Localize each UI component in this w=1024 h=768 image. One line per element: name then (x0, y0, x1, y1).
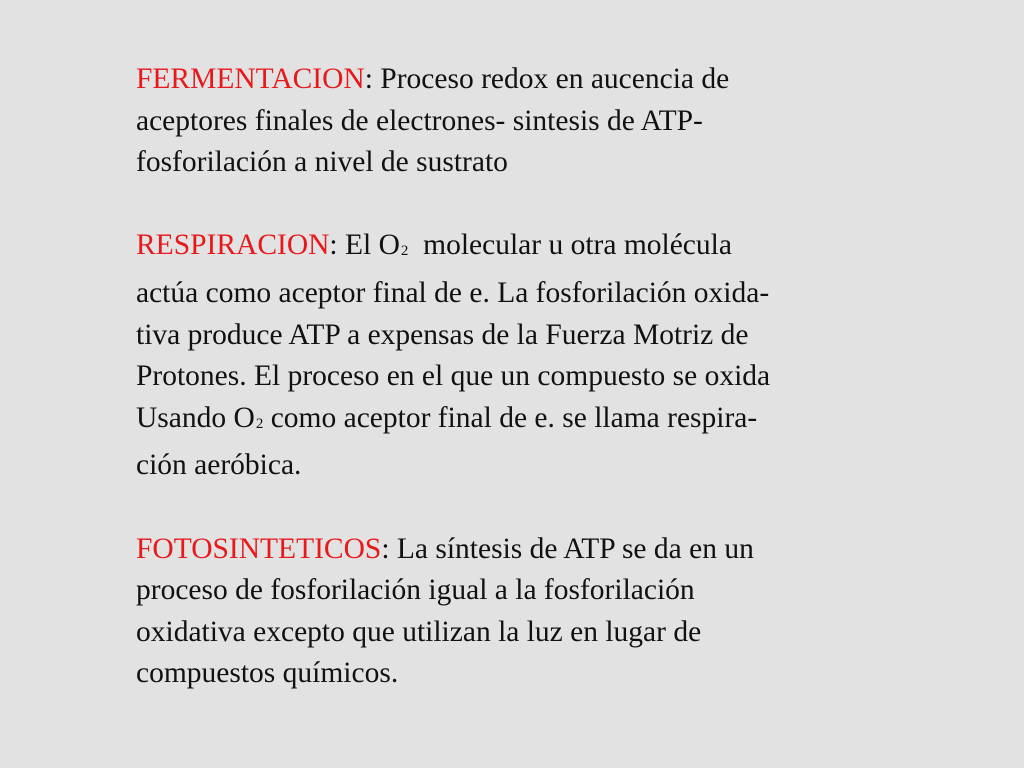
text-line: tiva produce ATP a expensas de la Fuerza Motriz de (136, 318, 749, 351)
definition-text: como aceptor final de e. se llama respira- (263, 401, 758, 434)
definition-text: Usando O (136, 401, 255, 434)
text-line: ción aeróbica. (136, 449, 302, 482)
term-fotosinteticos: FOTOSINTETICOS (136, 532, 382, 565)
text-line: aceptores finales de electrones- sintesis de ATP- (136, 104, 703, 137)
paragraph-fotosinteticos (136, 529, 896, 695)
text-line (136, 225, 896, 273)
definition-text: : La síntesis de ATP se da en un (381, 532, 754, 565)
text-line: proceso de fosforilación igual a la fosforilación (136, 574, 695, 607)
text-line: Protones. El proceso en el que un compuesto se oxida (136, 360, 771, 393)
text-line: compuestos químicos. (136, 657, 399, 690)
text-line: fosforilación a nivel de sustrato (136, 146, 508, 179)
text-line (136, 59, 896, 101)
text-line: actúa como aceptor final de e. La fosforilación oxida- (136, 276, 770, 309)
term-fermentacion: FERMENTACION (136, 63, 365, 95)
paragraph-spacer (136, 184, 896, 226)
definition-text: molecular u otra molécula (408, 229, 732, 262)
subscript: 2 (255, 415, 264, 432)
definition-text: : Proceso redox en aucencia de (364, 63, 730, 95)
term-respiracion: RESPIRACION (136, 229, 330, 262)
text-line (136, 529, 896, 571)
slide-content (136, 59, 896, 695)
paragraph-respiracion (136, 225, 896, 487)
text-line (136, 398, 896, 446)
subscript: 2 (400, 243, 409, 260)
definition-text: : El O (329, 229, 400, 262)
paragraph-spacer (136, 487, 896, 529)
text-line: oxidativa excepto que utilizan la luz en lugar de (136, 615, 702, 648)
paragraph-fermentacion (136, 59, 896, 184)
